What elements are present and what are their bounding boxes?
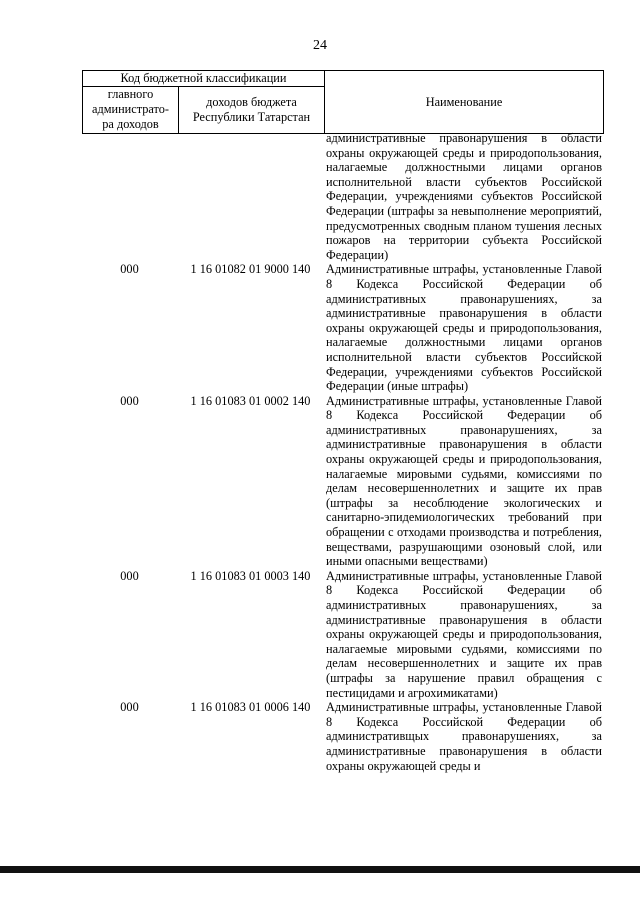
row-description: Административные штрафы, установленные Главой 8 Кодекса Российской Федерации об административных правонарушениях, за административные правонарушения в области охраны окружающей среды и природопользования, налагаемые мировыми судьями, комиссиями по делам несовершеннолетних и защите их прав (штрафы за несоблюдение экологических и санитарно-эпидемиологических требований при обращении с отходами производства и потребления, веществами, разрушающими озоновый слой, или иными опасными веществами) (326, 393, 602, 569)
income-code: 1 16 01083 01 0002 140 (190, 393, 311, 408)
table-row (82, 569, 602, 700)
header-admin-line: ра доходов (102, 117, 159, 131)
admin-code: 000 (120, 700, 139, 715)
admin-code: 000 (120, 393, 139, 408)
row-description: Административные штрафы, установленные Главой 8 Кодекса Российской Федерации об административных правонарушениях, за административные правонарушения в области охраны окружающей среды и природопользования, налагаемые должностными лицами органов исполнительной власти субъектов Российской Федерации, учреждениями субъектов Российской Федерации (иные штрафы) (326, 262, 602, 394)
row-description: Административные штрафы, установленные Главой 8 Кодекса Российской Федерации об административных правонарушениях, за административные правонарушения в области охраны окружающей среды и природопользования, налагаемые мировыми судьями, комиссиями по делам несовершеннолетних и защите их прав (штрафы за нарушение правил обращения с пестицидами и агрохимикатами) (326, 568, 602, 700)
income-code: 1 16 01082 01 9000 140 (190, 262, 311, 277)
page-number: 24 (313, 38, 327, 53)
table-row (82, 131, 602, 262)
row-description: административные правонарушения в области охраны окружающей среды и природопользования, налагаемые должностными лицами органов исполнительной власти субъектов Российской Федерации, учреждениями субъектов Российской Федерации (штрафы за невыполнение мероприятий, предусмотренных сводным планом тушения лесных пожаров на территории субъекта Российской Федерации) (326, 131, 602, 262)
income-code: 1 16 01083 01 0006 140 (190, 700, 311, 715)
header-income-line: доходов бюджета (206, 95, 297, 109)
header-admin-column (83, 87, 179, 133)
row-description: Административные штрафы, установленные Главой 8 Кодекса Российской Федерации об административщых правонарушениях, за административные правонарушения в области охраны окружающей среды и (326, 700, 602, 773)
income-code: 1 16 01083 01 0003 140 (190, 568, 311, 583)
header-name-column: Наименование (425, 94, 503, 109)
page-bottom-rule (0, 866, 640, 873)
header-income-column (179, 87, 325, 133)
table-row (82, 262, 602, 393)
table-row (82, 394, 602, 569)
header-admin-line: главного (107, 87, 154, 101)
admin-code: 000 (120, 262, 139, 277)
header-admin-line: администрато- (92, 102, 169, 116)
table-body (82, 131, 602, 773)
header-group-title: Код бюджетной классификации (83, 71, 325, 87)
table-row (82, 700, 602, 773)
header-income-line: Республики Татарстан (192, 110, 311, 124)
admin-code: 000 (120, 568, 139, 583)
table-header (82, 70, 604, 134)
